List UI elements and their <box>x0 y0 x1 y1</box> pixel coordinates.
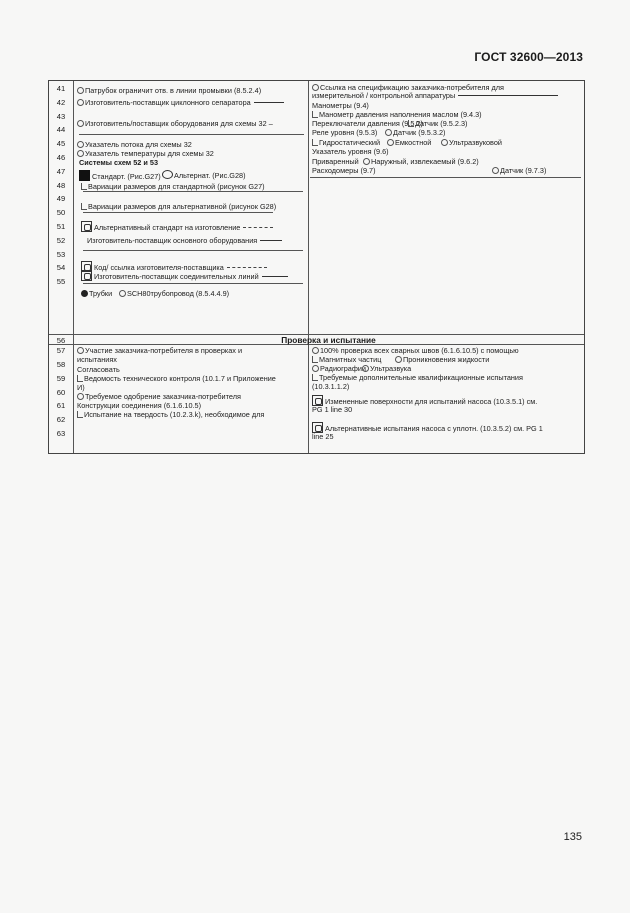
field-external-removable[interactable]: Наружный, извлекаемый (9.6.2) <box>363 157 479 166</box>
checkbox-icon[interactable] <box>312 356 318 363</box>
field-tubing[interactable]: Трубки <box>81 289 112 298</box>
row-number: 62 <box>56 415 66 424</box>
radio-icon[interactable] <box>77 347 84 354</box>
field-flow-transmitter[interactable]: Датчик (9.7.3) <box>492 166 546 175</box>
radio-icon[interactable] <box>312 365 319 372</box>
fill-line <box>458 95 558 96</box>
radio-icon[interactable] <box>77 150 84 157</box>
radio-icon[interactable] <box>162 170 173 179</box>
field-level-indicator: Указатель уровня (9.6) <box>312 147 389 156</box>
page-number: 135 <box>563 831 582 843</box>
checkbox-icon[interactable] <box>77 411 83 418</box>
row-number: 45 <box>56 139 66 148</box>
field-agree: Согласовать <box>77 365 120 374</box>
field-main-equipment-supplier: Изготовитель-поставщик основного оборудования <box>87 236 282 245</box>
field-standard-g27[interactable]: Стандарт. (Рис.G27) <box>79 170 161 181</box>
checkbox-icon[interactable] <box>408 120 414 127</box>
row-number: 43 <box>56 112 66 121</box>
radio-icon[interactable] <box>77 99 84 106</box>
row-number: 54 <box>56 263 66 272</box>
field-pressure-switches: Переключатели давления (9.5.2) <box>312 119 423 128</box>
row-number: 46 <box>56 153 66 162</box>
field-liquid-penetrant[interactable]: Проникновения жидкости <box>395 355 489 364</box>
row-number: 47 <box>56 167 66 176</box>
field-additional-qualification-tests[interactable]: Требуемые дополнительные квалификационные испытания <box>312 373 523 382</box>
section-title-inspection: Проверка и испытание <box>281 335 376 345</box>
row-number: 61 <box>56 401 66 410</box>
field-radiography[interactable]: Радиографии <box>312 364 366 373</box>
radio-icon[interactable] <box>362 365 369 372</box>
fill-line <box>83 250 303 251</box>
field-additional-qualification-tests-cont: (10.3.1.1.2) <box>312 382 350 391</box>
checkbox-icon[interactable] <box>312 374 318 381</box>
field-inspection-checklist-cont: И) <box>77 383 85 392</box>
field-hydrostatic[interactable]: Гидростатический <box>312 138 380 147</box>
field-connecting-lines-supplier[interactable]: Изготовитель-поставщик соединительных линий <box>81 270 288 281</box>
checkbox-icon[interactable] <box>81 270 92 281</box>
row-number: 44 <box>56 125 66 134</box>
field-alternative-manufacturing-standard[interactable]: Альтернативный стандарт на изготовление <box>81 221 273 232</box>
radio-icon[interactable] <box>77 141 84 148</box>
row-number: 49 <box>56 194 66 203</box>
row-number: 58 <box>56 360 66 369</box>
field-joint-designs: Конструкции соединения (6.1.6.10.5) <box>77 401 202 410</box>
field-customer-participation[interactable]: Участие заказчика-потребителя в проверках и <box>77 346 242 355</box>
field-temperature-indicator-plan32[interactable]: Указатель температуры для схемы 32 <box>77 149 214 158</box>
radio-icon[interactable] <box>119 290 126 297</box>
fill-line <box>260 240 282 241</box>
fill-line <box>243 227 273 228</box>
right-column-underline <box>310 177 581 178</box>
radio-icon[interactable] <box>312 347 319 354</box>
column-divider-numbers <box>73 81 74 453</box>
radio-icon[interactable] <box>77 87 84 94</box>
checkbox-icon[interactable] <box>81 183 87 190</box>
radio-icon[interactable] <box>492 167 499 174</box>
field-sch80-piping[interactable]: SCH80трубопровод (8.5.4.4.9) <box>119 289 229 298</box>
field-welded: Приваренный <box>312 157 359 166</box>
field-cyclone-separator-supplier[interactable]: Изготовитель-поставщик циклонного сепаратора <box>77 98 284 107</box>
row-number: 55 <box>56 277 66 286</box>
fill-line <box>83 212 273 213</box>
field-alternative-seal-test[interactable]: Альтернативные испытания насоса с уплотн. (10.3.5.2) см. PG 1 <box>312 422 543 433</box>
checked-box-icon[interactable] <box>79 170 90 181</box>
row-number: 48 <box>56 181 66 190</box>
checkbox-icon[interactable] <box>312 111 318 118</box>
field-instrument-spec-reference-cont: измерительной / контрольной аппаратуры <box>312 91 558 100</box>
checkbox-icon[interactable] <box>81 221 92 232</box>
row-number: 63 <box>56 429 66 438</box>
checkbox-icon[interactable] <box>77 375 83 382</box>
radio-icon[interactable] <box>387 139 394 146</box>
field-plan32-equipment-supplier[interactable]: Изготовитель/поставщик оборудования для схемы 32 – <box>77 119 273 128</box>
fill-line <box>227 267 267 268</box>
radio-icon[interactable] <box>77 393 84 400</box>
field-capacitive[interactable]: Емкостной <box>387 138 431 147</box>
field-modified-surfaces[interactable]: Измененные поверхности для испытаний насоса (10.3.5.1) см. <box>312 395 537 406</box>
radio-selected-icon[interactable] <box>81 290 88 297</box>
field-instrument-spec-reference[interactable]: Ссылка на спецификацию заказчика-потребителя для <box>312 83 504 92</box>
checkbox-icon[interactable] <box>81 203 87 210</box>
radio-icon[interactable] <box>312 84 319 91</box>
document-header: ГОСТ 32600—2013 <box>474 50 583 64</box>
radio-icon[interactable] <box>441 139 448 146</box>
field-customer-participation-cont: испытаниях <box>77 355 117 364</box>
field-supplier-code[interactable]: Код/ ссылка изготовителя-поставщика <box>81 261 267 272</box>
row-number: 42 <box>56 98 66 107</box>
field-ultrasonic-test[interactable]: Ультразвука <box>362 364 411 373</box>
field-ultrasonic[interactable]: Ультразвуковой <box>441 138 502 147</box>
field-nozzle-limit[interactable]: Патрубок ограничит отв. в линии промывки (8.5.2.4) <box>77 86 261 95</box>
row-number: 56 <box>56 336 66 345</box>
fill-line <box>262 276 288 277</box>
field-magnetic-particle[interactable]: Магнитных частиц <box>312 355 381 364</box>
row-number: 59 <box>56 374 66 383</box>
row-number: 60 <box>56 388 66 397</box>
field-alternative-seal-test-cont: line 25 <box>312 432 334 441</box>
field-flow-indicator-plan32[interactable]: Указатель потока для схемы 32 <box>77 140 192 149</box>
fill-line <box>83 283 303 284</box>
field-modified-surfaces-cont: PG 1 line 30 <box>312 405 353 414</box>
subheading-plan-52-53: Системы схем 52 и 53 <box>79 158 159 167</box>
field-pressure-gauges: Манометры (9.4) <box>312 101 369 110</box>
field-weld-inspection[interactable]: 100% проверка всех сварных швов (6.1.6.10.5) с помощью <box>312 346 519 355</box>
radio-icon[interactable] <box>385 129 392 136</box>
row-number: 51 <box>56 222 66 231</box>
fill-line <box>254 102 284 103</box>
checkbox-icon[interactable] <box>312 139 318 146</box>
radio-icon[interactable] <box>395 356 402 363</box>
row-number: 41 <box>56 84 66 93</box>
field-oil-filled-gauge[interactable]: Манометр давления наполнения маслом (9.4.3) <box>312 110 482 119</box>
datasheet-form <box>48 80 585 454</box>
field-pressure-transmitter[interactable]: Датчик (9.5.2.3) <box>408 119 467 128</box>
radio-icon[interactable] <box>363 158 370 165</box>
row-number: 52 <box>56 236 66 245</box>
field-customer-approval-required[interactable]: Требуемое одобрение заказчика-потребителя <box>77 392 241 401</box>
field-hardness-test[interactable]: Испытание на твердость (10.2.3.k), необходимое для <box>77 410 264 419</box>
row-number: 50 <box>56 208 66 217</box>
column-divider-middle <box>308 81 309 453</box>
radio-icon[interactable] <box>77 120 84 127</box>
row-number: 57 <box>56 346 66 355</box>
fill-line <box>83 191 303 192</box>
field-alternative-g28[interactable]: Альтернат. (Рис.G28) <box>162 170 246 180</box>
row-number: 53 <box>56 250 66 259</box>
field-flow-meters: Расходомеры (9.7) <box>312 166 376 175</box>
field-inspection-checklist[interactable]: Ведомость технического контроля (10.1.7 и Приложение <box>77 374 276 383</box>
fill-line <box>79 134 304 135</box>
field-level-switches: Реле уровня (9.5.3) <box>312 128 378 137</box>
field-standard-size-variations[interactable]: Вариации размеров для стандартной (рисунок G27) <box>81 182 265 191</box>
field-alternative-size-variations[interactable]: Вариации размеров для альтернативной (рисунок G28) <box>81 202 276 211</box>
field-level-transmitter[interactable]: Датчик (9.5.3.2) <box>385 128 445 137</box>
